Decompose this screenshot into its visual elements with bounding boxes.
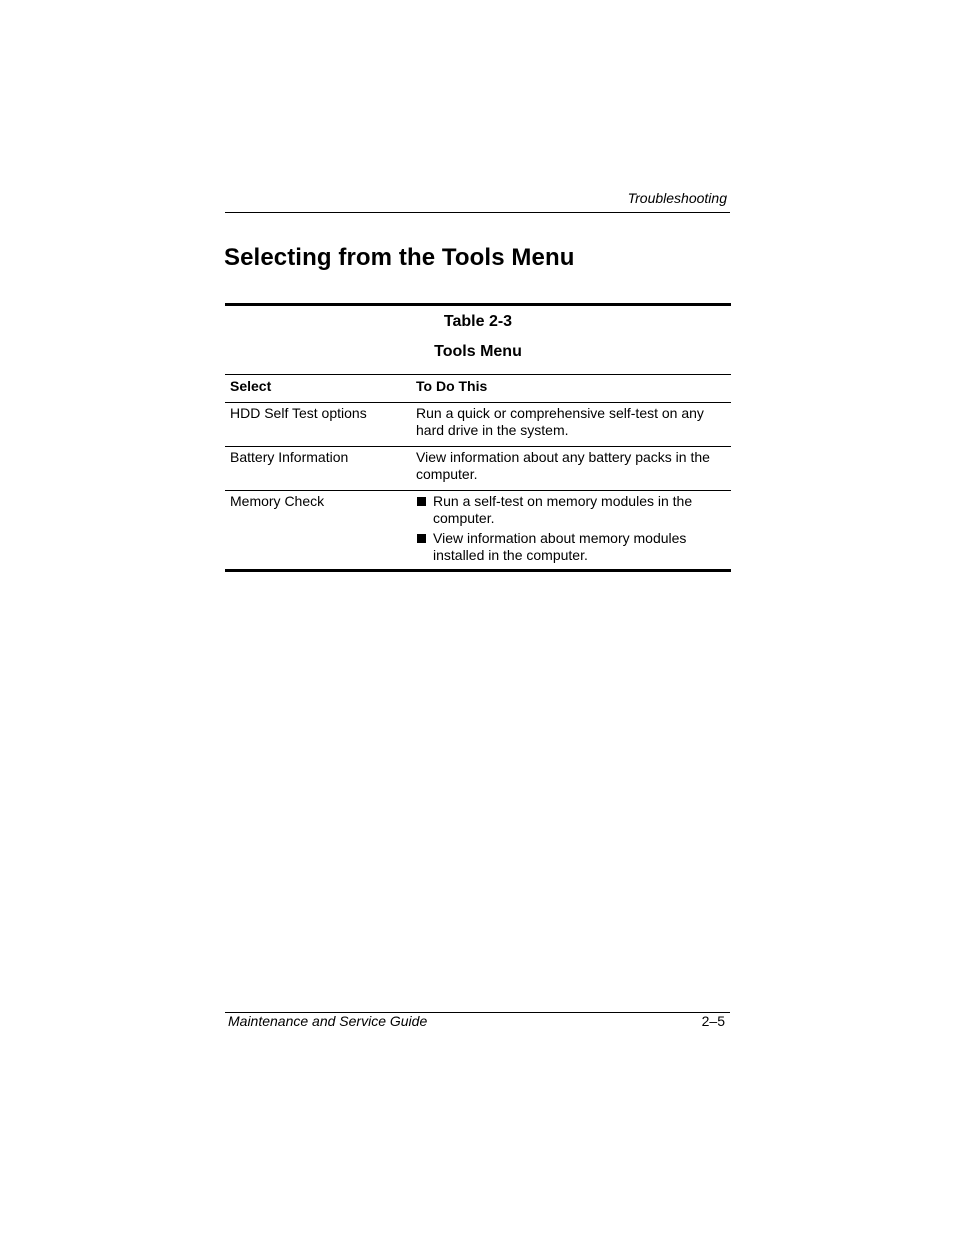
footer-guide-title: Maintenance and Service Guide [228, 1013, 428, 1029]
table-number: Table 2-3 [443, 313, 513, 330]
table-header-row [225, 375, 731, 403]
bullet-text: View information about memory modules installed in the computer. [433, 530, 687, 563]
cell-select: HDD Self Test options [225, 403, 416, 447]
list-item [416, 493, 721, 527]
column-header-select: Select [225, 375, 416, 403]
running-head: Troubleshooting [627, 190, 727, 206]
table-caption: Tools Menu [434, 343, 522, 360]
table-top-rule [225, 303, 731, 306]
tools-menu-table [225, 374, 731, 572]
table-row [225, 491, 731, 571]
cell-action: View information about any battery packs in the computer. [416, 447, 731, 491]
cell-select: Memory Check [225, 491, 416, 571]
table-row [225, 447, 731, 491]
cell-select: Battery Information [225, 447, 416, 491]
list-item [416, 530, 721, 564]
cell-action: Run a quick or comprehensive self-test on any hard drive in the system. [416, 403, 731, 447]
table-row [225, 403, 731, 447]
page-number: 2–5 [701, 1013, 725, 1029]
bullet-list [416, 493, 721, 564]
page-title: Selecting from the Tools Menu [224, 244, 575, 271]
filled-square-icon [417, 534, 426, 543]
cell-action [416, 491, 731, 571]
bullet-text: Run a self-test on memory modules in the computer. [433, 493, 693, 526]
header-rule [225, 212, 730, 213]
column-header-to-do-this: To Do This [416, 375, 731, 403]
filled-square-icon [417, 497, 426, 506]
